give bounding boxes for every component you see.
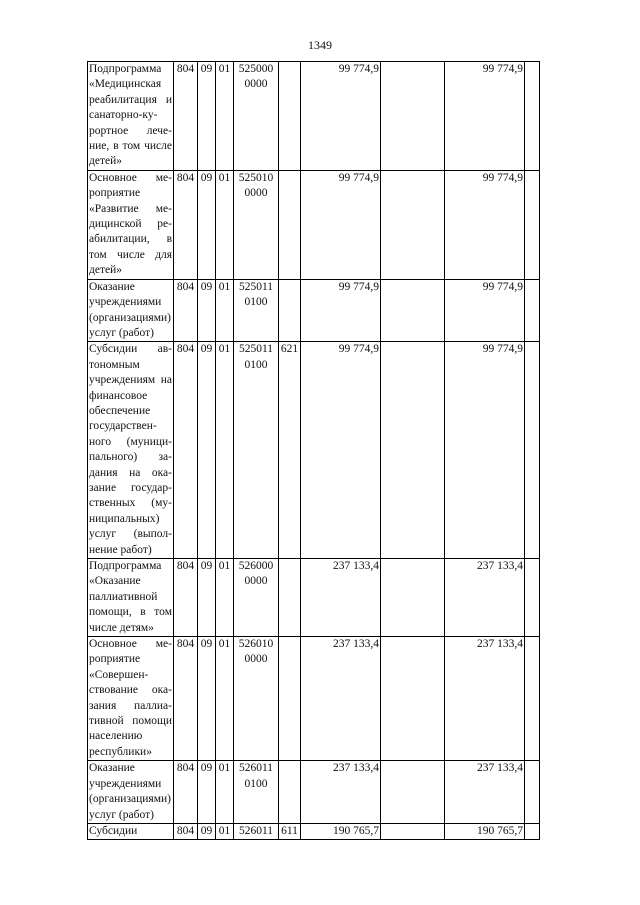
expense-type-code: [279, 62, 301, 171]
expense-type-code: [279, 279, 301, 342]
amount-total: 190 765,7: [301, 823, 381, 839]
item-name: Основное мероприятие «Совершенствование оказания паллиативной помощи населению республики»: [88, 637, 174, 761]
target-article-code: 526010 0000: [234, 637, 279, 761]
amount-extra: [525, 761, 540, 824]
department-code: 804: [174, 637, 198, 761]
table-row: [88, 823, 540, 839]
amount-extra: [525, 559, 540, 637]
amount-next: 237 133,4: [445, 559, 525, 637]
item-name: Субсидии автономным учреждениям на финансовое обеспечение государственного (муниципального) задания на оказание государственных (муниципальных) услуг (выполнение работ): [88, 342, 174, 559]
item-name: Подпрограмма «Медицинская реабилитация и санаторно-курортное лечение, в том числе детей»: [88, 62, 174, 171]
item-name: Субсидии: [88, 823, 174, 839]
section-code: 09: [198, 637, 216, 761]
amount-federal: [381, 761, 445, 824]
amount-extra: [525, 342, 540, 559]
expense-type-code: 611: [279, 823, 301, 839]
section-code: 09: [198, 823, 216, 839]
amount-next: 99 774,9: [445, 170, 525, 279]
department-code: 804: [174, 62, 198, 171]
amount-next: 99 774,9: [445, 279, 525, 342]
amount-total: 237 133,4: [301, 637, 381, 761]
target-article-code: 525000 0000: [234, 62, 279, 171]
item-name: Оказание учреждениями (организациями) услуг (работ): [88, 279, 174, 342]
subsection-code: 01: [216, 761, 234, 824]
target-article-code: 525010 0000: [234, 170, 279, 279]
department-code: 804: [174, 170, 198, 279]
amount-total: 99 774,9: [301, 62, 381, 171]
amount-next: 237 133,4: [445, 761, 525, 824]
item-name: Подпрограмма «Оказание паллиативной помощи, в том числе детям»: [88, 559, 174, 637]
section-code: 09: [198, 342, 216, 559]
budget-table: [87, 61, 540, 840]
department-code: 804: [174, 279, 198, 342]
amount-federal: [381, 559, 445, 637]
amount-federal: [381, 823, 445, 839]
amount-total: 99 774,9: [301, 279, 381, 342]
table-row: [88, 170, 540, 279]
amount-total: 99 774,9: [301, 170, 381, 279]
target-article-code: 525011 0100: [234, 342, 279, 559]
item-name: Оказание учреждениями (организациями) услуг (работ): [88, 761, 174, 824]
table-row: [88, 342, 540, 559]
amount-total: 99 774,9: [301, 342, 381, 559]
subsection-code: 01: [216, 279, 234, 342]
table-body: [88, 62, 540, 840]
page-number: 1349: [308, 38, 332, 52]
target-article-code: 526011: [234, 823, 279, 839]
amount-next: 237 133,4: [445, 637, 525, 761]
department-code: 804: [174, 823, 198, 839]
table-row: [88, 559, 540, 637]
department-code: 804: [174, 342, 198, 559]
amount-extra: [525, 62, 540, 171]
department-code: 804: [174, 761, 198, 824]
subsection-code: 01: [216, 342, 234, 559]
subsection-code: 01: [216, 637, 234, 761]
table-row: [88, 62, 540, 171]
section-code: 09: [198, 170, 216, 279]
expense-type-code: [279, 637, 301, 761]
section-code: 09: [198, 279, 216, 342]
target-article-code: 526000 0000: [234, 559, 279, 637]
subsection-code: 01: [216, 62, 234, 171]
amount-extra: [525, 637, 540, 761]
target-article-code: 525011 0100: [234, 279, 279, 342]
expense-type-code: [279, 170, 301, 279]
subsection-code: 01: [216, 170, 234, 279]
amount-extra: [525, 170, 540, 279]
department-code: 804: [174, 559, 198, 637]
amount-extra: [525, 823, 540, 839]
amount-federal: [381, 342, 445, 559]
item-name: Основное мероприятие «Развитие медицинской реабилитации, в том числе для детей»: [88, 170, 174, 279]
expense-type-code: 621: [279, 342, 301, 559]
amount-federal: [381, 637, 445, 761]
amount-federal: [381, 279, 445, 342]
target-article-code: 526011 0100: [234, 761, 279, 824]
section-code: 09: [198, 559, 216, 637]
subsection-code: 01: [216, 823, 234, 839]
table-row: [88, 637, 540, 761]
amount-next: 99 774,9: [445, 342, 525, 559]
section-code: 09: [198, 62, 216, 171]
amount-federal: [381, 170, 445, 279]
section-code: 09: [198, 761, 216, 824]
amount-total: 237 133,4: [301, 559, 381, 637]
amount-total: 237 133,4: [301, 761, 381, 824]
amount-next: 190 765,7: [445, 823, 525, 839]
amount-next: 99 774,9: [445, 62, 525, 171]
amount-extra: [525, 279, 540, 342]
expense-type-code: [279, 761, 301, 824]
amount-federal: [381, 62, 445, 171]
table-row: [88, 279, 540, 342]
expense-type-code: [279, 559, 301, 637]
subsection-code: 01: [216, 559, 234, 637]
table-row: [88, 761, 540, 824]
